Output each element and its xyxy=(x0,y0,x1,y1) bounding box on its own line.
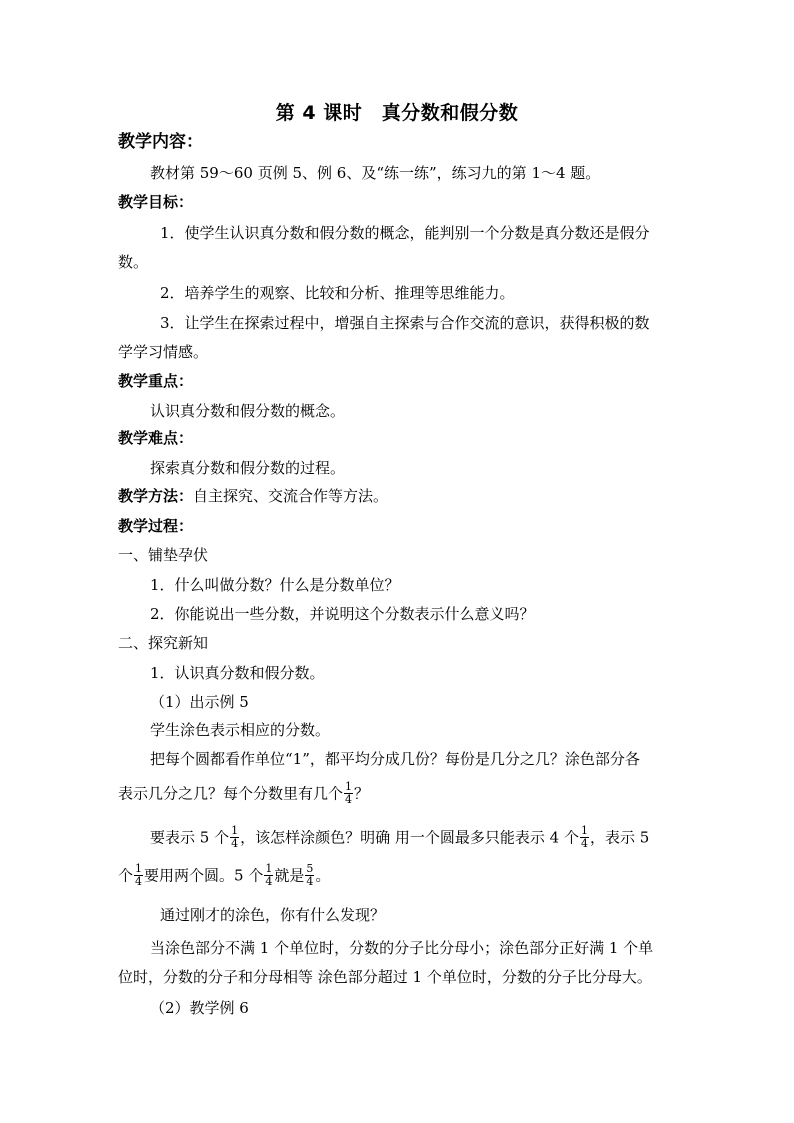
fraction-one-quarter: $\frac{1}{4}$ xyxy=(231,824,239,850)
section-1-heading: 一、铺垫孕伏 xyxy=(118,546,209,564)
difficulty-heading: 教学难点： xyxy=(118,429,194,447)
fraction-one-quarter: $\frac{1}{4}$ xyxy=(135,862,143,888)
fraction-one-quarter: $\frac{1}{4}$ xyxy=(265,862,273,888)
example-5-paragraph-b-line-1: 把每个圆都看作单位“1”，都平均分成几份？每份是几分之几？涂色部分各 xyxy=(150,750,640,768)
content-heading: 教学内容： xyxy=(118,132,203,152)
method-text: 自主探究、交流合作等方法。 xyxy=(193,487,389,505)
process-heading: 教学过程： xyxy=(118,517,194,535)
example-5-paragraph-d: 个 $\frac{1}{4}$ 要用两个圆。5 个 $\frac{1}{4}$ 就是 $\frac{5}{4}$ 。 xyxy=(118,862,331,888)
question-2: 2．你能说出一些分数，并说明这个分数表示什么意义吗？ xyxy=(150,605,535,623)
fraction-five-quarters: $\frac{5}{4}$ xyxy=(306,862,314,888)
goal-3-line-1: 3．让学生在探索过程中，增强自主探索与合作交流的意识，获得积极的数 xyxy=(160,314,650,332)
example-6-label: （2）教学例 6 xyxy=(150,999,249,1017)
example-5-paragraph-f-line-1: 当涂色部分不满 1 个单位时，分数的分子比分母小；涂色部分正好满 1 个单 xyxy=(150,939,654,957)
key-point-heading: 教学重点： xyxy=(118,372,194,390)
step-1: 1．认识真分数和假分数。 xyxy=(150,664,325,682)
example-5-label: （1）出示例 5 xyxy=(150,693,249,711)
method-row xyxy=(118,486,688,506)
question-1: 1．什么叫做分数？什么是分数单位？ xyxy=(150,576,400,594)
goal-1-line-2: 数。 xyxy=(118,253,149,271)
goal-3-line-2: 学学习情感。 xyxy=(118,343,209,361)
example-5-paragraph-a: 学生涂色表示相应的分数。 xyxy=(150,721,331,739)
goal-2: 2．培养学生的观察、比较和分析、推理等思维能力。 xyxy=(160,284,515,302)
example-5-paragraph-c: 要表示 5 个 $\frac{1}{4}$ ，该怎样涂颜色？明确 用一个圆最多只能表示 4 个 $\frac{1}{4}$ ，表示 5 xyxy=(150,824,650,850)
example-5-paragraph-e: 通过刚才的涂色，你有什么发现？ xyxy=(160,906,386,924)
method-heading: 教学方法： xyxy=(118,487,194,505)
example-5-paragraph-f-line-2: 位时，分数的分子和分母相等 涂色部分超过 1 个单位时，分数的分子比分母大。 xyxy=(118,968,652,986)
fraction-one-quarter: $\frac{1}{4}$ xyxy=(580,824,588,850)
fraction-one-quarter: $\frac{1}{4}$ xyxy=(345,780,353,806)
example-5-paragraph-b-line-2: 表示几分之几？每个分数里有几个 $\frac{1}{4}$ ？ xyxy=(118,780,370,806)
lesson-title: 第 4 课时 真分数和假分数 xyxy=(275,102,519,124)
goal-1-line-1: 1．使学生认识真分数和假分数的概念，能判别一个分数是真分数还是假分 xyxy=(160,224,650,242)
content-text: 教材第 59～60 页例 5、例 6、及“练一练”，练习九的第 1～4 题。 xyxy=(150,164,601,182)
goals-heading: 教学目标： xyxy=(118,193,194,211)
difficulty-text: 探索真分数和假分数的过程。 xyxy=(150,459,346,477)
section-2-heading: 二、探究新知 xyxy=(118,634,209,652)
key-point-text: 认识真分数和假分数的概念。 xyxy=(150,402,346,420)
